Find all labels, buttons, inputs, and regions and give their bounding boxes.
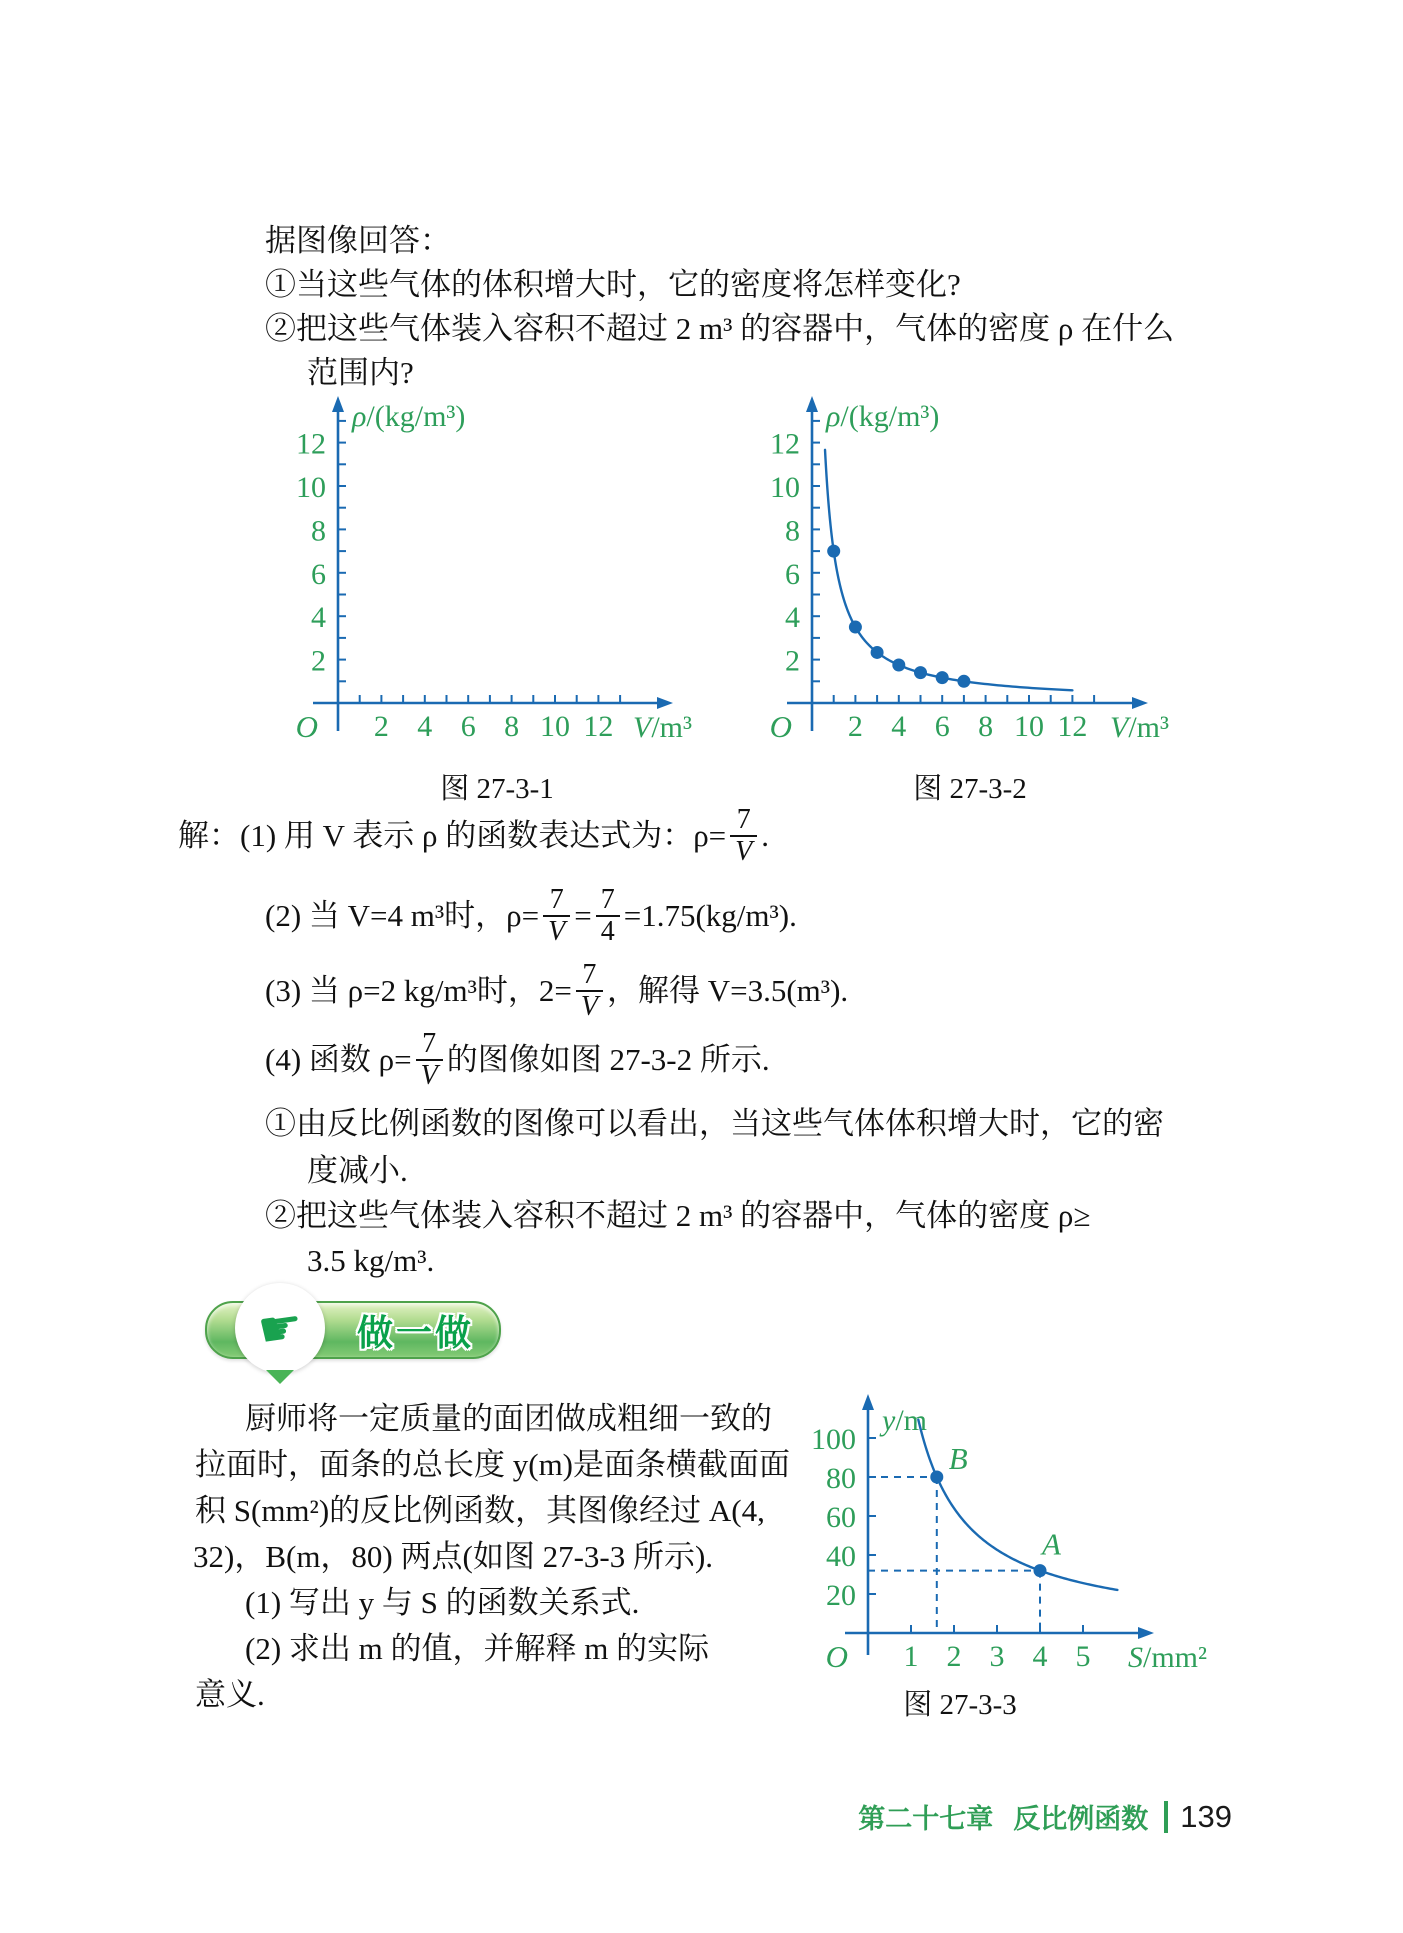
svg-text:12: 12 xyxy=(1057,710,1088,742)
svg-text:20: 20 xyxy=(826,1579,856,1612)
exercise-line-2: 拉面时，面条的总长度 y(m)是面条横截面面 xyxy=(195,1447,791,1482)
svg-text:100: 100 xyxy=(811,1423,856,1456)
svg-text:V/m³: V/m³ xyxy=(633,711,692,742)
fig-27-3-3 xyxy=(750,1388,1230,1695)
svg-text:12: 12 xyxy=(296,427,326,461)
badge-label: 做一做 xyxy=(357,1312,475,1353)
svg-text:40: 40 xyxy=(826,1540,856,1573)
solution-line-5: ①由反比例函数的图像可以看出，当这些气体体积增大时，它的密 xyxy=(265,1106,1164,1141)
svg-text:10: 10 xyxy=(296,471,326,504)
exercise-line-1: 厨师将一定质量的面团做成粗细一致的 xyxy=(245,1401,772,1436)
svg-text:2: 2 xyxy=(847,710,863,742)
section-title: 反比例函数 xyxy=(1013,1804,1149,1834)
svg-text:10: 10 xyxy=(1014,710,1044,742)
svg-text:O: O xyxy=(825,1639,848,1674)
svg-text:ρ/(kg/m³): ρ/(kg/m³) xyxy=(352,400,466,433)
svg-text:10: 10 xyxy=(540,710,570,742)
solution-line-8: 3.5 kg/m³. xyxy=(307,1243,435,1278)
svg-text:6: 6 xyxy=(785,557,800,591)
svg-text:8: 8 xyxy=(311,514,326,548)
exercise-line-7: 意义. xyxy=(195,1677,265,1712)
figure-caption-2: 图 27-3-2 xyxy=(913,773,1027,805)
intro-line-2: ①当这些气体的体积增大时，它的密度将怎样变化? xyxy=(265,267,961,302)
svg-text:12: 12 xyxy=(770,427,800,461)
page-number: 139 xyxy=(1180,1798,1232,1834)
fig-27-3-1 xyxy=(225,390,715,747)
svg-text:1: 1 xyxy=(903,1640,919,1673)
svg-text:8: 8 xyxy=(785,514,800,548)
svg-text:S/mm²: S/mm² xyxy=(1128,1641,1207,1674)
exercise-line-4: 32)，B(m，80) 两点(如图 27-3-3 所示). xyxy=(193,1539,714,1574)
svg-text:B: B xyxy=(948,1441,968,1476)
svg-text:V/m³: V/m³ xyxy=(1110,711,1169,742)
intro-line-3: ②把这些气体装入容积不超过 2 m³ 的容器中，气体的密度 ρ 在什么 xyxy=(265,311,1175,346)
svg-text:ρ/(kg/m³): ρ/(kg/m³) xyxy=(826,400,940,433)
badge-pointer-triangle xyxy=(266,1370,294,1384)
do-it-badge xyxy=(205,1283,515,1383)
solution-line-4: (4) 函数 ρ= $\frac{7}{V}$ 的图像如图 27-3-2 所示. xyxy=(265,1027,770,1091)
fig-27-3-2 xyxy=(700,390,1190,747)
svg-text:2: 2 xyxy=(785,644,800,678)
exercise-line-5: (1) 写出 y 与 S 的函数关系式. xyxy=(245,1585,640,1620)
svg-text:6: 6 xyxy=(311,557,326,591)
figure-caption-3: 图 27-3-3 xyxy=(903,1689,1017,1721)
svg-text:6: 6 xyxy=(934,710,950,742)
svg-text:2: 2 xyxy=(373,710,389,742)
exercise-line-6: (2) 求出 m 的值，并解释 m 的实际 xyxy=(245,1631,710,1666)
solution-line-3: (3) 当 ρ=2 kg/m³时，2= $\frac{7}{V}$ ，解得 V=3.5(m³). xyxy=(265,958,849,1022)
solution-line-6: 度减小. xyxy=(307,1153,408,1188)
svg-text:4: 4 xyxy=(1032,1640,1048,1673)
svg-text:O: O xyxy=(769,709,792,742)
solution-line-1: 解：(1) 用 V 表示 ρ 的函数表达式为：ρ= $\frac{7}{V}$ . xyxy=(178,803,770,867)
exercise-line-3: 积 S(mm²)的反比例函数，其图像经过 A(4, xyxy=(195,1493,765,1528)
svg-text:4: 4 xyxy=(417,710,433,742)
fraction: $\frac{7}{V}$ xyxy=(576,960,603,1022)
solution-line-2: (2) 当 V=4 m³时，ρ= $\frac{7}{V}$ = $\frac{7}{4}$ =1.75(kg/m³). xyxy=(265,883,797,947)
fraction: $\frac{7}{V}$ xyxy=(416,1029,443,1091)
footer-divider xyxy=(1164,1801,1168,1833)
svg-text:4: 4 xyxy=(891,710,907,742)
svg-text:12: 12 xyxy=(583,710,614,742)
svg-text:5: 5 xyxy=(1075,1640,1091,1673)
figure-caption-1: 图 27-3-1 xyxy=(440,773,554,805)
svg-text:80: 80 xyxy=(826,1462,856,1495)
svg-text:O: O xyxy=(295,709,318,742)
svg-text:2: 2 xyxy=(311,644,326,678)
fraction: $\frac{7}{4}$ xyxy=(596,885,620,947)
badge-circle xyxy=(235,1283,325,1373)
svg-text:y/m: y/m xyxy=(882,1404,927,1437)
svg-text:A: A xyxy=(1042,1526,1061,1562)
svg-text:8: 8 xyxy=(504,710,520,742)
fraction: $\frac{7}{V}$ xyxy=(543,885,570,947)
hand-icon: ☛ xyxy=(253,1297,307,1359)
svg-text:3: 3 xyxy=(989,1640,1005,1673)
page-footer xyxy=(858,1797,1232,1836)
svg-text:4: 4 xyxy=(785,601,800,635)
svg-text:60: 60 xyxy=(826,1501,856,1534)
svg-text:10: 10 xyxy=(770,471,800,504)
svg-text:4: 4 xyxy=(311,601,326,635)
svg-text:8: 8 xyxy=(978,710,994,742)
svg-text:6: 6 xyxy=(460,710,476,742)
intro-line-1: 据图像回答： xyxy=(265,223,451,258)
chapter-label: 第二十七章 xyxy=(858,1804,994,1834)
solution-line-7: ②把这些气体装入容积不超过 2 m³ 的容器中，气体的密度 ρ≥ xyxy=(265,1198,1091,1233)
svg-text:2: 2 xyxy=(946,1640,962,1673)
intro-line-4: 范围内? xyxy=(307,355,414,390)
fraction: $\frac{7}{V}$ xyxy=(730,805,757,867)
